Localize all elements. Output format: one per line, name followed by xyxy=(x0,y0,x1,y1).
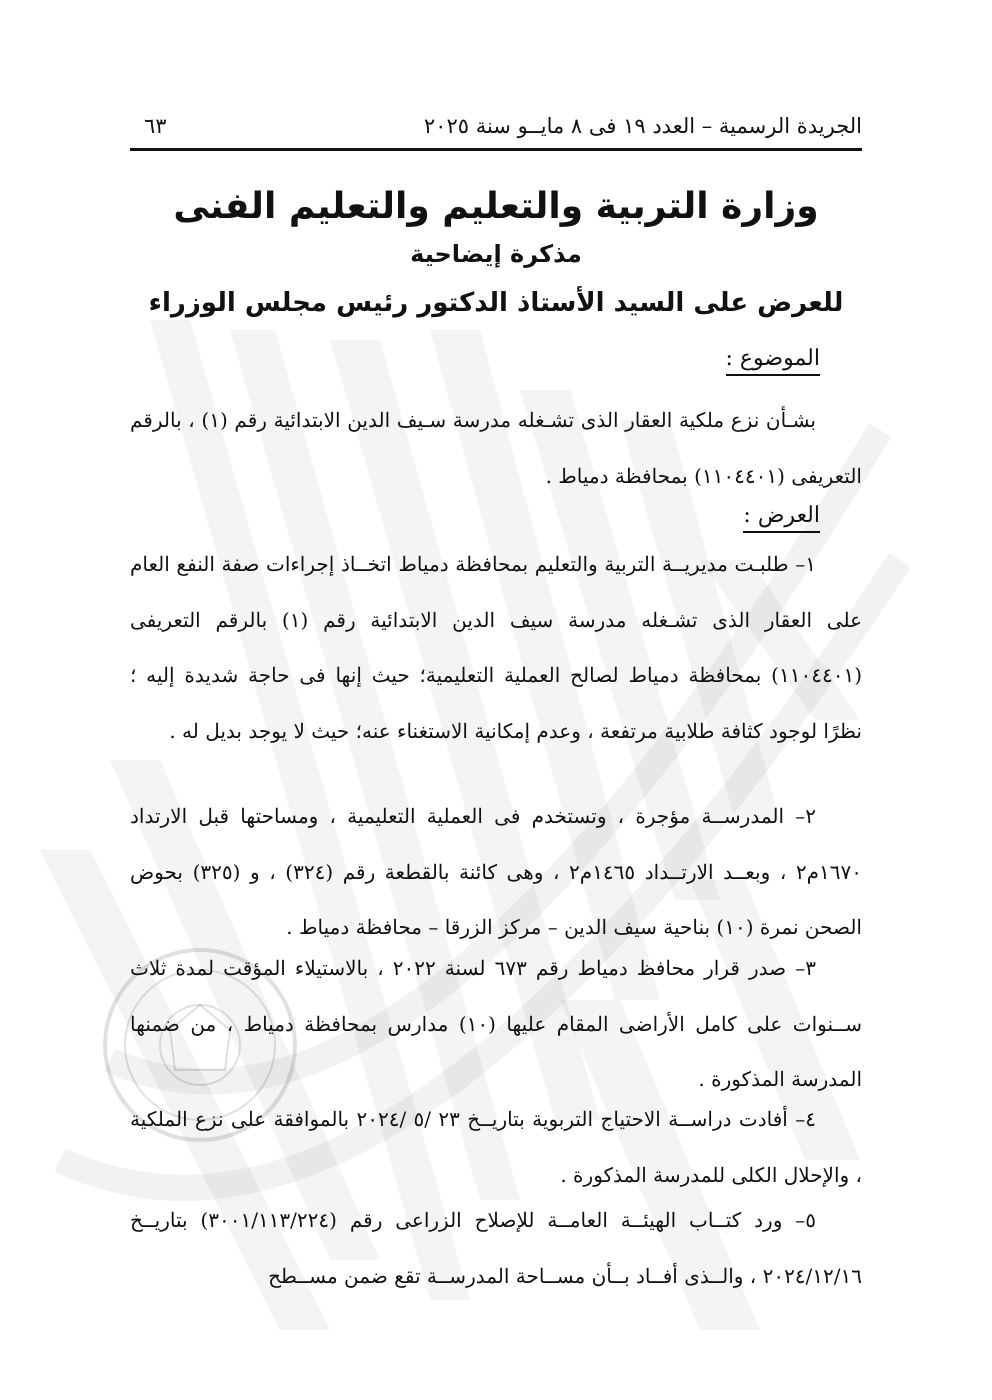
presentation-label xyxy=(743,503,820,528)
page-number: ٦٣ xyxy=(144,114,167,138)
paragraph-1: ١– طلبـت مديريــة التربية والتعليم بمحافظة دمياط اتخــاذ إجراءات صفة النفع العام على العقار الذى تشـغله مدرسة سيف الدين الابتدائية رقم (١) بالرقم التعريفى (١١٠٤٤٠١) بمحافظة دمياط لصالح العملية التعليمية؛ حيث إنها فى حاجة شديدة إليه ؛ نظرًا لوجود كثافة طلابية مرتفعة ، وعدم إمكانية الاستغناء عنه؛ حيث لا يوجد بديل له . xyxy=(130,552,863,743)
paragraph-2: ٢– المدرســة مؤجرة ، وتستخدم فى العملية التعليمية ، ومساحتها قبل الارتداد ١٦٧٠م٢ ، وبعــد الارتــداد ١٤٦٥م٢ ، وهى كائنة بالقطعة رقم (٣٢٤) ، و (٣٢٥) بحوض الصحن نمرة (١٠) بناحية سيف الدين – مركز الزرقا – محافظة دمياط . xyxy=(130,804,862,939)
subject-paragraph: بشـأن نزع ملكية العقار الذى تشـغله مدرسة سـيف الدين الابتدائية رقم (١) ، بالرقم التعريفى (١١٠٤٤٠١) بمحافظة دمياط . xyxy=(130,408,862,488)
presentation-label-text: العرض : xyxy=(743,503,820,533)
ministry-title: وزارة التربية والتعليم والتعليم الفنى xyxy=(173,186,819,227)
gazette-header xyxy=(130,108,862,151)
paragraph-3: ٣– صدر قرار محافظ دمياط رقم ٦٧٣ لسنة ٢٠٢٢ ، بالاستيلاء المؤقت لمدة ثلاث ســنوات على كامل الأراضى المقام عليها (١٠) مدارس بمحافظة دمياط ، من ضمنها المدرسة المذكورة . xyxy=(130,956,862,1091)
paragraph-5: ٥– ورد كتــاب الهيئــة العامــة للإصلاح الزراعى رقم (٣٠٠١/١١٣/٢٢٤) بتاريــخ ٢٠٢٤/١٢/١٦ ، والــذى أفــاد بــأن مســاحة المدرســة تقع ضمن مســطح xyxy=(130,1208,862,1288)
subject-label xyxy=(726,346,820,371)
memo-title: مذكرة إيضاحية xyxy=(410,240,582,268)
addressee-line: للعرض على السيد الأستاذ الدكتور رئيس مجلس الوزراء xyxy=(148,288,844,318)
paragraph-4: ٤– أفادت دراســة الاحتياج التربوية بتاريــخ ٢٣ /٥ /٢٠٢٤ بالموافقة على نزع الملكية ، والإحلال الكلى للمدرسة المذكورة . xyxy=(130,1107,862,1187)
subject-label-text: الموضوع : xyxy=(726,346,820,376)
gazette-title: الجريدة الرسمية – العدد ١٩ فى ٨ مايــو سنة ٢٠٢٥ xyxy=(423,114,862,138)
